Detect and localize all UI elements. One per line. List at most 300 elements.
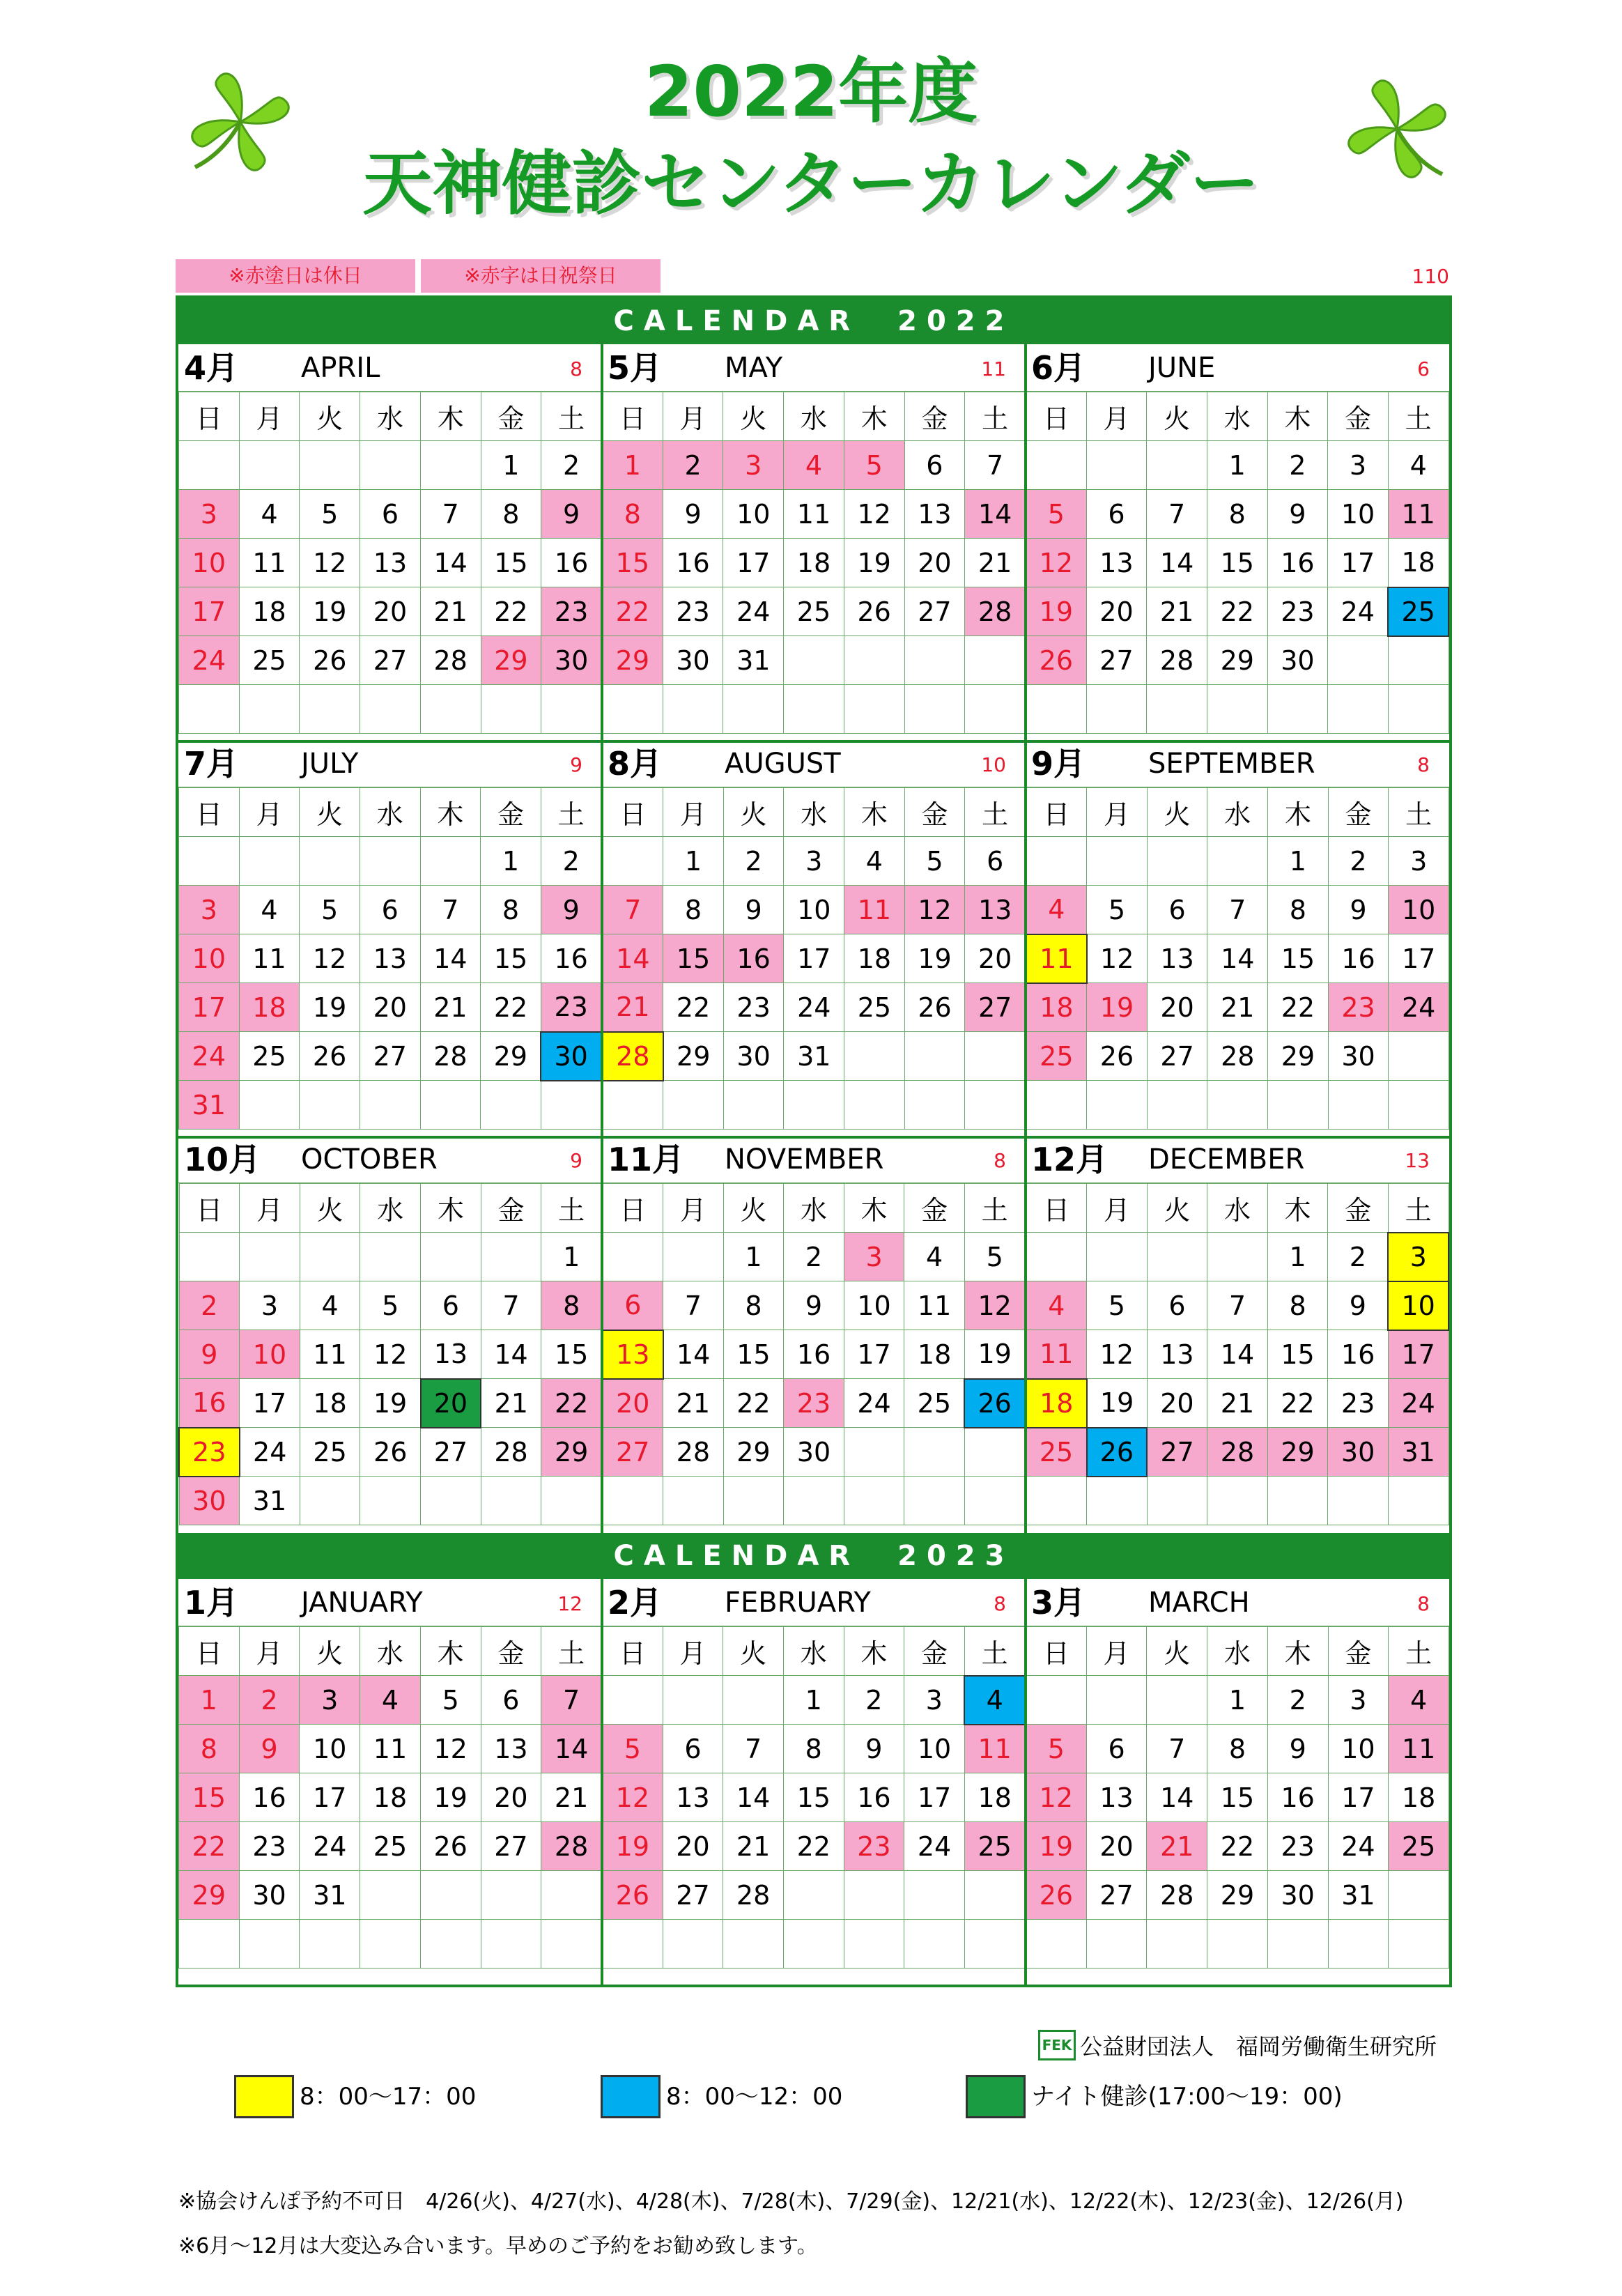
day-cell: 24 bbox=[844, 1379, 904, 1428]
day-cell: 16 bbox=[239, 1773, 300, 1822]
divider bbox=[178, 1136, 1449, 1139]
day-cell: 30 bbox=[1328, 1032, 1389, 1081]
day-cell: 20 bbox=[1147, 1379, 1207, 1428]
month-open-count: 8 bbox=[994, 1592, 1006, 1615]
day-cell: 12 bbox=[1087, 934, 1148, 983]
empty-cell bbox=[904, 1428, 965, 1477]
weekday-header: 日 bbox=[603, 1184, 663, 1233]
day-cell: 1 bbox=[481, 441, 541, 490]
weekday-header: 土 bbox=[541, 1627, 602, 1676]
day-cell: 24 bbox=[179, 1032, 240, 1081]
day-cell: 7 bbox=[420, 490, 481, 539]
calendar-frame bbox=[176, 295, 1452, 1987]
day-cell: 18 bbox=[844, 934, 905, 983]
day-cell: 21 bbox=[965, 539, 1026, 587]
weekday-header: 金 bbox=[1328, 1627, 1389, 1676]
month-number: 8月 bbox=[608, 745, 663, 783]
day-cell: 17 bbox=[179, 587, 240, 636]
day-cell: 14 bbox=[965, 490, 1026, 539]
day-cell: 24 bbox=[300, 1822, 360, 1871]
day-cell: 24 bbox=[784, 983, 844, 1032]
empty-cell bbox=[844, 1920, 904, 1968]
day-cell: 19 bbox=[1087, 1379, 1148, 1428]
month-grid bbox=[1026, 1626, 1449, 1968]
month-grid bbox=[178, 1183, 602, 1525]
day-cell: 5 bbox=[904, 837, 965, 886]
day-cell: 5 bbox=[300, 886, 360, 934]
day-cell: 28 bbox=[603, 1032, 663, 1081]
day-cell: 8 bbox=[1207, 490, 1267, 539]
weekday-header: 日 bbox=[179, 1627, 240, 1676]
day-cell: 9 bbox=[663, 490, 723, 539]
empty-cell bbox=[179, 441, 240, 490]
day-cell: 31 bbox=[1388, 1428, 1449, 1477]
day-cell: 25 bbox=[1026, 1032, 1087, 1081]
weekday-header: 金 bbox=[481, 1184, 541, 1233]
empty-cell bbox=[1328, 685, 1389, 734]
day-cell: 11 bbox=[239, 539, 300, 587]
divider bbox=[601, 1579, 603, 1987]
day-cell: 13 bbox=[1147, 934, 1207, 983]
weekday-header: 金 bbox=[1328, 392, 1389, 441]
day-cell: 21 bbox=[1207, 1379, 1268, 1428]
day-cell: 18 bbox=[300, 1379, 360, 1428]
day-cell: 28 bbox=[1207, 1032, 1268, 1081]
weekday-header: 金 bbox=[1328, 788, 1389, 837]
empty-cell bbox=[300, 837, 360, 886]
day-cell: 3 bbox=[1389, 837, 1449, 886]
day-cell: 15 bbox=[481, 934, 541, 983]
day-cell: 23 bbox=[179, 1428, 240, 1477]
footnote-busy: ※6月～12月は大変込み合います。早めのご予約をお勧め致します。 bbox=[178, 2234, 818, 2258]
day-cell: 6 bbox=[360, 490, 421, 539]
day-cell: 23 bbox=[1328, 1379, 1389, 1428]
day-cell: 27 bbox=[1147, 1428, 1207, 1477]
day-cell: 22 bbox=[179, 1822, 240, 1871]
day-cell: 5 bbox=[1087, 1281, 1148, 1330]
day-cell: 4 bbox=[784, 441, 844, 490]
weekday-header: 土 bbox=[964, 1627, 1025, 1676]
empty-cell bbox=[1388, 685, 1449, 734]
day-cell: 24 bbox=[240, 1428, 300, 1477]
day-cell: 6 bbox=[663, 1725, 723, 1773]
empty-cell bbox=[360, 1081, 420, 1130]
day-cell: 11 bbox=[360, 1725, 421, 1773]
day-cell: 28 bbox=[1207, 1428, 1268, 1477]
day-cell: 7 bbox=[420, 886, 481, 934]
day-cell: 20 bbox=[904, 539, 965, 587]
day-cell: 24 bbox=[1328, 587, 1389, 636]
empty-cell bbox=[1328, 1477, 1389, 1525]
legend-blue-label: 8：00～12：00 bbox=[666, 2083, 843, 2111]
empty-cell bbox=[300, 1081, 360, 1130]
day-cell: 16 bbox=[844, 1773, 904, 1822]
day-cell: 16 bbox=[1328, 934, 1389, 983]
month-header bbox=[602, 740, 1026, 787]
day-cell: 13 bbox=[965, 886, 1026, 934]
month-header bbox=[1026, 344, 1449, 392]
month-open-count: 9 bbox=[570, 1149, 582, 1172]
empty-cell bbox=[904, 1032, 965, 1081]
weekday-header: 土 bbox=[541, 1184, 602, 1233]
weekday-header: 火 bbox=[1147, 788, 1207, 837]
day-cell: 3 bbox=[1388, 1233, 1449, 1281]
divider bbox=[178, 740, 1449, 743]
empty-cell bbox=[300, 1233, 360, 1281]
day-cell: 31 bbox=[179, 1081, 240, 1130]
day-cell: 2 bbox=[1328, 837, 1389, 886]
weekday-header: 水 bbox=[1207, 1627, 1268, 1676]
day-cell: 8 bbox=[663, 886, 724, 934]
weekday-header: 土 bbox=[965, 392, 1026, 441]
day-cell: 15 bbox=[1207, 539, 1267, 587]
empty-cell bbox=[1026, 837, 1087, 886]
month-header bbox=[1026, 1579, 1449, 1626]
weekday-header: 水 bbox=[360, 1184, 421, 1233]
empty-cell bbox=[481, 1920, 541, 1968]
day-cell: 1 bbox=[783, 1676, 844, 1725]
day-cell: 15 bbox=[1268, 934, 1329, 983]
day-cell: 11 bbox=[844, 886, 905, 934]
empty-cell bbox=[541, 1920, 602, 1968]
day-cell: 15 bbox=[481, 539, 541, 587]
empty-cell bbox=[239, 837, 300, 886]
empty-cell bbox=[1268, 1081, 1329, 1130]
day-cell: 10 bbox=[844, 1281, 904, 1330]
day-cell: 1 bbox=[481, 837, 541, 886]
day-cell: 10 bbox=[1389, 886, 1449, 934]
empty-cell bbox=[1207, 1920, 1268, 1968]
day-cell: 31 bbox=[723, 636, 784, 685]
day-cell: 9 bbox=[1328, 1281, 1389, 1330]
empty-cell bbox=[541, 1871, 602, 1920]
weekday-header: 火 bbox=[723, 1627, 784, 1676]
day-cell: 25 bbox=[239, 636, 300, 685]
day-cell: 7 bbox=[541, 1676, 602, 1725]
month-name: DECEMBER bbox=[1148, 1143, 1305, 1176]
weekday-header: 水 bbox=[360, 1627, 421, 1676]
day-cell: 26 bbox=[964, 1379, 1025, 1428]
day-cell: 2 bbox=[663, 441, 723, 490]
day-cell: 17 bbox=[904, 1773, 965, 1822]
day-cell: 10 bbox=[1328, 490, 1389, 539]
day-cell: 19 bbox=[300, 587, 360, 636]
weekday-header: 金 bbox=[904, 392, 965, 441]
weekday-header: 月 bbox=[663, 788, 724, 837]
empty-cell bbox=[1026, 441, 1087, 490]
day-cell: 12 bbox=[360, 1330, 421, 1379]
day-cell: 19 bbox=[300, 983, 360, 1032]
empty-cell bbox=[603, 1477, 663, 1525]
day-cell: 27 bbox=[1147, 1032, 1207, 1081]
day-cell: 14 bbox=[663, 1330, 724, 1379]
weekday-header: 土 bbox=[541, 788, 601, 837]
day-cell: 19 bbox=[1026, 587, 1087, 636]
day-cell: 10 bbox=[904, 1725, 965, 1773]
day-cell: 6 bbox=[360, 886, 420, 934]
empty-cell bbox=[1207, 1477, 1268, 1525]
total-open-count: 110 bbox=[1412, 265, 1449, 288]
day-cell: 16 bbox=[1267, 539, 1328, 587]
day-cell: 3 bbox=[844, 1233, 904, 1281]
day-cell: 1 bbox=[179, 1676, 240, 1725]
empty-cell bbox=[603, 1233, 663, 1281]
empty-cell bbox=[964, 1477, 1025, 1525]
day-cell: 31 bbox=[784, 1032, 844, 1081]
day-cell: 12 bbox=[603, 1773, 663, 1822]
day-cell: 24 bbox=[1388, 1379, 1449, 1428]
day-cell: 31 bbox=[300, 1871, 360, 1920]
month-name: AUGUST bbox=[725, 748, 841, 780]
empty-cell bbox=[360, 441, 421, 490]
weekday-header: 火 bbox=[300, 1627, 360, 1676]
day-cell: 22 bbox=[541, 1379, 602, 1428]
empty-cell bbox=[420, 1920, 481, 1968]
day-cell: 28 bbox=[420, 636, 481, 685]
empty-cell bbox=[784, 685, 844, 734]
empty-cell bbox=[603, 1920, 663, 1968]
day-cell: 30 bbox=[1328, 1428, 1389, 1477]
empty-cell bbox=[1086, 685, 1147, 734]
day-cell: 8 bbox=[179, 1725, 240, 1773]
empty-cell bbox=[420, 1871, 481, 1920]
weekday-header: 水 bbox=[784, 788, 844, 837]
day-cell: 25 bbox=[360, 1822, 421, 1871]
month-grid bbox=[602, 1183, 1026, 1525]
empty-cell bbox=[904, 1477, 965, 1525]
weekday-header: 火 bbox=[1147, 1627, 1207, 1676]
day-cell: 6 bbox=[421, 1281, 481, 1330]
day-cell: 15 bbox=[1267, 1330, 1328, 1379]
empty-cell bbox=[844, 1428, 904, 1477]
day-cell: 29 bbox=[179, 1871, 240, 1920]
day-cell: 4 bbox=[300, 1281, 360, 1330]
day-cell: 24 bbox=[1328, 1822, 1389, 1871]
month-open-count: 6 bbox=[1417, 357, 1430, 380]
month-grid bbox=[1026, 787, 1449, 1130]
day-cell: 25 bbox=[844, 983, 905, 1032]
month-number: 10月 bbox=[184, 1141, 261, 1178]
empty-cell bbox=[1026, 685, 1087, 734]
day-cell: 9 bbox=[1267, 490, 1328, 539]
day-cell: 12 bbox=[904, 886, 965, 934]
weekday-header: 火 bbox=[300, 1184, 360, 1233]
empty-cell bbox=[904, 636, 965, 685]
day-cell: 9 bbox=[1267, 1725, 1328, 1773]
legend-yellow-swatch bbox=[234, 2075, 294, 2118]
day-cell: 10 bbox=[723, 490, 784, 539]
empty-cell bbox=[1389, 1871, 1449, 1920]
empty-cell bbox=[1147, 441, 1207, 490]
day-cell: 27 bbox=[421, 1428, 481, 1477]
day-cell: 26 bbox=[904, 983, 965, 1032]
day-cell: 8 bbox=[783, 1725, 844, 1773]
day-cell: 21 bbox=[481, 1379, 541, 1428]
day-cell: 29 bbox=[663, 1032, 724, 1081]
day-cell: 11 bbox=[300, 1330, 360, 1379]
day-cell: 19 bbox=[1087, 983, 1148, 1032]
weekday-header: 木 bbox=[1267, 392, 1328, 441]
weekday-header: 日 bbox=[1026, 1184, 1087, 1233]
day-cell: 28 bbox=[541, 1822, 602, 1871]
day-cell: 18 bbox=[964, 1773, 1025, 1822]
day-cell: 16 bbox=[784, 1330, 844, 1379]
legend-yellow-label: 8：00～17：00 bbox=[300, 2083, 477, 2111]
day-cell: 20 bbox=[360, 983, 420, 1032]
day-cell: 23 bbox=[541, 983, 601, 1032]
month-grid bbox=[178, 392, 602, 734]
day-cell: 11 bbox=[1026, 934, 1087, 983]
empty-cell bbox=[1389, 1081, 1449, 1130]
day-cell: 17 bbox=[784, 934, 844, 983]
weekday-header: 月 bbox=[663, 1184, 724, 1233]
empty-cell bbox=[964, 1871, 1025, 1920]
month-grid bbox=[602, 787, 1026, 1130]
weekday-header: 土 bbox=[1389, 788, 1449, 837]
day-cell: 8 bbox=[723, 1281, 784, 1330]
day-cell: 1 bbox=[723, 1233, 784, 1281]
month-number: 1月 bbox=[184, 1584, 239, 1621]
month-name: JUNE bbox=[1148, 352, 1216, 384]
day-cell: 15 bbox=[723, 1330, 784, 1379]
empty-cell bbox=[1388, 1477, 1449, 1525]
empty-cell bbox=[784, 1477, 844, 1525]
month-name: MAY bbox=[725, 352, 783, 384]
day-cell: 20 bbox=[663, 1822, 723, 1871]
month-grid bbox=[602, 1626, 1026, 1968]
day-cell: 26 bbox=[300, 1032, 360, 1081]
note-holidays: ※赤字は日祝祭日 bbox=[421, 259, 661, 293]
day-cell: 6 bbox=[603, 1281, 663, 1330]
day-cell: 22 bbox=[481, 587, 541, 636]
day-cell: 11 bbox=[1388, 490, 1449, 539]
legend-blue-swatch bbox=[601, 2075, 661, 2118]
weekday-header: 木 bbox=[844, 1627, 904, 1676]
day-cell: 7 bbox=[603, 886, 663, 934]
day-cell: 18 bbox=[1026, 983, 1087, 1032]
day-cell: 15 bbox=[783, 1773, 844, 1822]
weekday-header: 火 bbox=[723, 1184, 784, 1233]
empty-cell bbox=[1147, 1081, 1207, 1130]
day-cell: 14 bbox=[1207, 1330, 1268, 1379]
day-cell: 11 bbox=[964, 1725, 1025, 1773]
day-cell: 2 bbox=[844, 1676, 904, 1725]
month-number: 6月 bbox=[1031, 349, 1086, 387]
day-cell: 19 bbox=[964, 1330, 1025, 1379]
day-cell: 2 bbox=[723, 837, 784, 886]
day-cell: 3 bbox=[300, 1676, 360, 1725]
day-cell: 28 bbox=[723, 1871, 784, 1920]
day-cell: 17 bbox=[1328, 1773, 1389, 1822]
day-cell: 10 bbox=[1328, 1725, 1389, 1773]
day-cell: 20 bbox=[421, 1379, 481, 1428]
day-cell: 21 bbox=[1207, 983, 1268, 1032]
day-cell: 29 bbox=[1268, 1032, 1329, 1081]
empty-cell bbox=[541, 1081, 601, 1130]
day-cell: 22 bbox=[723, 1379, 784, 1428]
day-cell: 10 bbox=[240, 1330, 300, 1379]
day-cell: 29 bbox=[1207, 636, 1267, 685]
empty-cell bbox=[1087, 837, 1148, 886]
page-title-year: 2022年度 bbox=[644, 51, 978, 132]
month-number: 3月 bbox=[1031, 1584, 1086, 1621]
empty-cell bbox=[1267, 1920, 1328, 1968]
month-number: 12月 bbox=[1031, 1141, 1109, 1178]
day-cell: 9 bbox=[723, 886, 784, 934]
empty-cell bbox=[663, 1081, 724, 1130]
day-cell: 16 bbox=[1267, 1773, 1328, 1822]
weekday-header: 火 bbox=[300, 788, 360, 837]
weekday-header: 木 bbox=[1268, 788, 1329, 837]
day-cell: 1 bbox=[1207, 1676, 1268, 1725]
day-cell: 3 bbox=[904, 1676, 965, 1725]
weekday-header: 日 bbox=[603, 1627, 663, 1676]
weekday-header: 火 bbox=[1147, 1184, 1207, 1233]
empty-cell bbox=[1207, 1233, 1268, 1281]
day-cell: 16 bbox=[179, 1379, 240, 1428]
month-header bbox=[178, 1136, 602, 1183]
weekday-header: 火 bbox=[723, 788, 784, 837]
day-cell: 30 bbox=[541, 1032, 601, 1081]
empty-cell bbox=[239, 1920, 300, 1968]
day-cell: 9 bbox=[844, 1725, 904, 1773]
month-grid bbox=[1026, 1183, 1449, 1525]
empty-cell bbox=[1328, 636, 1389, 685]
day-cell: 11 bbox=[1389, 1725, 1449, 1773]
empty-cell bbox=[1207, 837, 1268, 886]
weekday-header: 水 bbox=[784, 392, 844, 441]
day-cell: 1 bbox=[1207, 441, 1267, 490]
day-cell: 20 bbox=[603, 1379, 663, 1428]
day-cell: 28 bbox=[1147, 1871, 1207, 1920]
month-grid bbox=[178, 787, 602, 1130]
day-cell: 31 bbox=[240, 1477, 300, 1525]
month-header bbox=[178, 344, 602, 392]
weekday-header: 水 bbox=[784, 1184, 844, 1233]
day-cell: 11 bbox=[239, 934, 300, 983]
empty-cell bbox=[904, 1081, 965, 1130]
empty-cell bbox=[904, 1920, 965, 1968]
day-cell: 28 bbox=[663, 1428, 724, 1477]
month-open-count: 8 bbox=[1417, 753, 1430, 776]
weekday-header: 水 bbox=[360, 392, 421, 441]
day-cell: 12 bbox=[300, 934, 360, 983]
empty-cell bbox=[179, 1233, 240, 1281]
weekday-header: 月 bbox=[239, 392, 300, 441]
empty-cell bbox=[723, 1477, 784, 1525]
day-cell: 13 bbox=[904, 490, 965, 539]
weekday-header: 水 bbox=[360, 788, 420, 837]
empty-cell bbox=[1389, 1920, 1449, 1968]
day-cell: 10 bbox=[784, 886, 844, 934]
day-cell: 24 bbox=[723, 587, 784, 636]
month-grid bbox=[1026, 392, 1449, 734]
day-cell: 4 bbox=[239, 886, 300, 934]
empty-cell bbox=[603, 837, 663, 886]
divider bbox=[1024, 344, 1027, 1533]
empty-cell bbox=[1328, 1081, 1389, 1130]
day-cell: 27 bbox=[904, 587, 965, 636]
weekday-header: 月 bbox=[663, 392, 723, 441]
empty-cell bbox=[1087, 1477, 1148, 1525]
day-cell: 12 bbox=[1026, 1773, 1087, 1822]
day-cell: 25 bbox=[1389, 1822, 1449, 1871]
empty-cell bbox=[179, 1920, 240, 1968]
day-cell: 9 bbox=[784, 1281, 844, 1330]
calendar-band-2023: CALENDAR 2023 bbox=[178, 1533, 1449, 1579]
divider bbox=[1024, 1579, 1027, 1987]
day-cell: 2 bbox=[1328, 1233, 1389, 1281]
